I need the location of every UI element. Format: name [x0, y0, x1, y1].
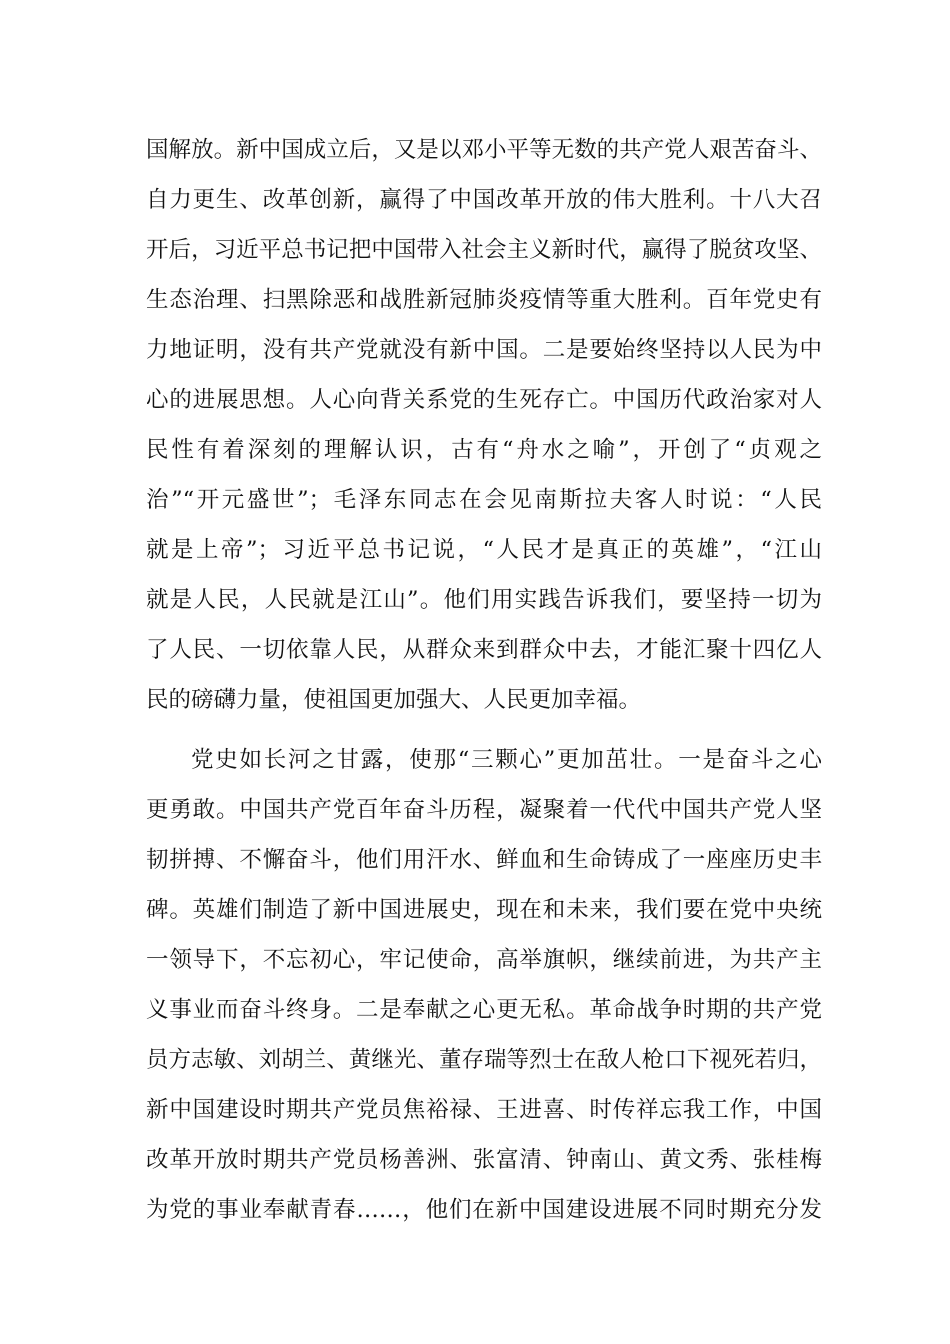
text-line: 开后，习近平总书记把中国带入社会主义新时代，赢得了脱贫攻坚、 — [146, 237, 822, 263]
text-line: 更勇敢。中国共产党百年奋斗历程，凝聚着一代代中国共产党人坚 — [146, 797, 822, 823]
text-line: 就是上帝”；习近平总书记说，“人民才是真正的英雄”，“江山 — [146, 537, 822, 563]
text-line: 心的进展思想。人心向背关系党的生死存亡。中国历代政治家对人 — [146, 387, 822, 413]
text-line: 为党的事业奉献青春……，他们在新中国建设进展不同时期充分发 — [146, 1197, 822, 1223]
text-line: 就是人民，人民就是江山”。他们用实践告诉我们，要坚持一切为 — [146, 587, 822, 613]
text-line: 民的磅礴力量，使祖国更加强大、人民更加幸福。 — [146, 687, 642, 713]
paragraph-first-line: 党史如长河之甘露，使那“三颗心”更加茁壮。一是奋斗之心 — [191, 747, 822, 773]
text-line: 改革开放时期共产党员杨善洲、张富清、钟南山、黄文秀、张桂梅 — [146, 1147, 822, 1173]
text-line: 治”“开元盛世”；毛泽东同志在会见南斯拉夫客人时说：“人民 — [146, 487, 822, 513]
text-line: 碑。英雄们制造了新中国进展史，现在和未来，我们要在党中央统 — [146, 897, 822, 923]
text-line: 韧拼搏、不懈奋斗，他们用汗水、鲜血和生命铸成了一座座历史丰 — [146, 847, 822, 873]
text-line: 生态治理、扫黑除恶和战胜新冠肺炎疫情等重大胜利。百年党史有 — [146, 287, 822, 313]
text-line: 员方志敏、刘胡兰、黄继光、董存瑞等烈士在敌人枪口下视死若归， — [146, 1047, 822, 1073]
text-line: 新中国建设时期共产党员焦裕禄、王进喜、时传祥忘我工作，中国 — [146, 1097, 822, 1123]
text-line: 义事业而奋斗终身。二是奉献之心更无私。革命战争时期的共产党 — [146, 997, 822, 1023]
text-line: 了人民、一切依靠人民，从群众来到群众中去，才能汇聚十四亿人 — [146, 637, 822, 663]
text-line: 自力更生、改革创新，赢得了中国改革开放的伟大胜利。十八大召 — [146, 187, 822, 213]
text-line: 一领导下，不忘初心，牢记使命，高举旗帜，继续前进，为共产主 — [146, 947, 822, 973]
text-line: 国解放。新中国成立后，又是以邓小平等无数的共产党人艰苦奋斗、 — [146, 137, 822, 163]
text-line: 民性有着深刻的理解认识，古有“舟水之喻”，开创了“贞观之 — [146, 437, 822, 463]
text-line: 力地证明，没有共产党就没有新中国。二是要始终坚持以人民为中 — [146, 337, 822, 363]
